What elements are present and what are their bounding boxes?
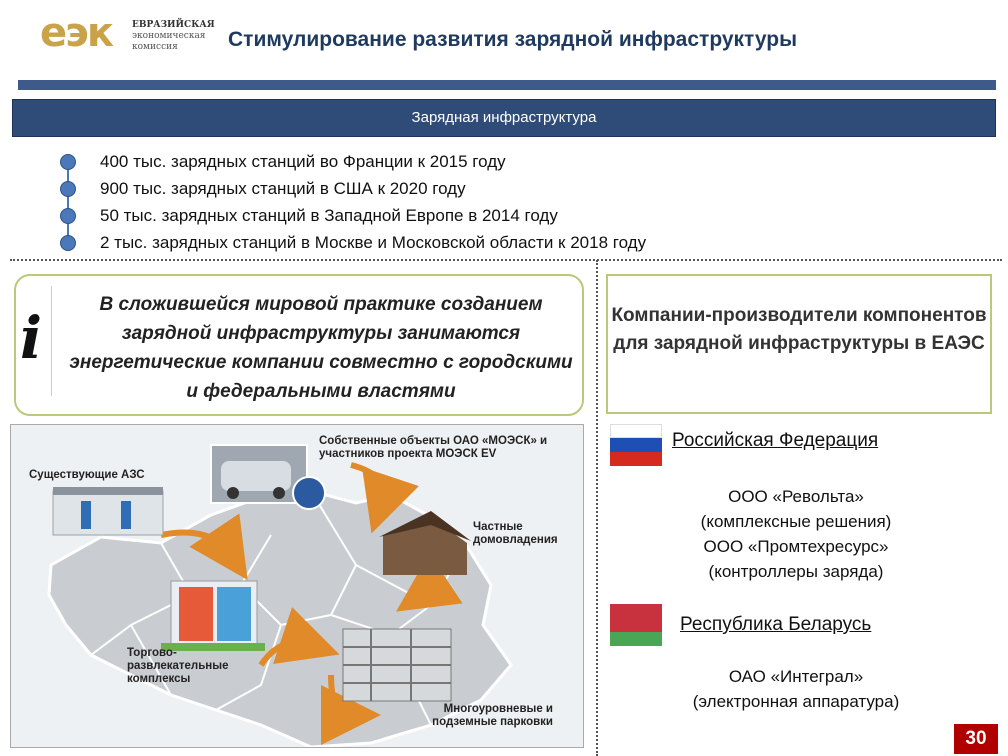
moscow-region-map — [10, 424, 584, 748]
companies-belarus: ОАО «Интеграл» (электронная аппаратура) — [692, 667, 900, 711]
list-item: 900 тыс. зарядных станций в США к 2020 году — [56, 177, 956, 204]
companies-header-box — [606, 274, 992, 414]
logo-mark: еэк — [40, 10, 112, 56]
gas-station-image — [53, 491, 163, 535]
map-label-parking: Многоуровневые и подземные парковки — [432, 703, 553, 728]
horizontal-divider — [10, 259, 1002, 261]
companies-russia: ООО «Револьта» (комплексные решения) ООО «Промтехресурс» (контроллеры заряда) — [700, 487, 892, 581]
bullet-dot-icon — [60, 235, 76, 251]
logo-text: ЕВРАЗИЙСКАЯ экономическая комиссия — [132, 20, 215, 52]
info-icon-frame — [16, 286, 52, 396]
info-text: В сложившейся мировой практике созданием зарядной инфраструктуры занимаются энергетические компании совместно с городскими и федеральными властями — [69, 294, 573, 402]
section-banner: Зарядная инфраструктура — [12, 99, 996, 137]
bullet-dot-icon — [60, 181, 76, 197]
list-item: 400 тыс. зарядных станций во Франции к 2015 году — [56, 150, 956, 177]
list-item: 50 тыс. зарядных станций в Западной Европе в 2014 году — [56, 204, 956, 231]
map-label-own-objects: Собственные объекты ОАО «МОЭСК» и участников проекта МОЭСК EV — [319, 435, 548, 460]
bullet-dot-icon — [60, 208, 76, 224]
map-label-trade-centers: Торгово-развлекательные комплексы — [127, 647, 229, 685]
belarus-flag-icon — [610, 604, 662, 646]
info-icon: i — [20, 304, 43, 372]
stats-list — [56, 150, 956, 258]
russia-flag-icon — [610, 424, 662, 466]
header-divider — [18, 80, 996, 90]
page-title: Стимулирование развития зарядной инфраструктуры — [228, 28, 798, 51]
page-number: 30 — [954, 724, 998, 754]
info-callout — [14, 274, 584, 416]
map-label-private-houses: Частные домовладения — [473, 521, 558, 546]
list-item: 2 тыс. зарядных станций в Москве и Московской области к 2018 году — [56, 231, 956, 258]
country-belarus: Республика Беларусь — [680, 614, 872, 635]
logo — [22, 8, 215, 70]
companies-title: Компании-производители компонентов для зарядной инфраструктуры в ЕАЭС — [611, 305, 987, 354]
moesk-logo — [293, 477, 325, 509]
country-russia: Российская Федерация — [672, 430, 879, 451]
map-label-gas-stations: Существующие АЗС — [29, 469, 145, 481]
bullet-dot-icon — [60, 154, 76, 170]
